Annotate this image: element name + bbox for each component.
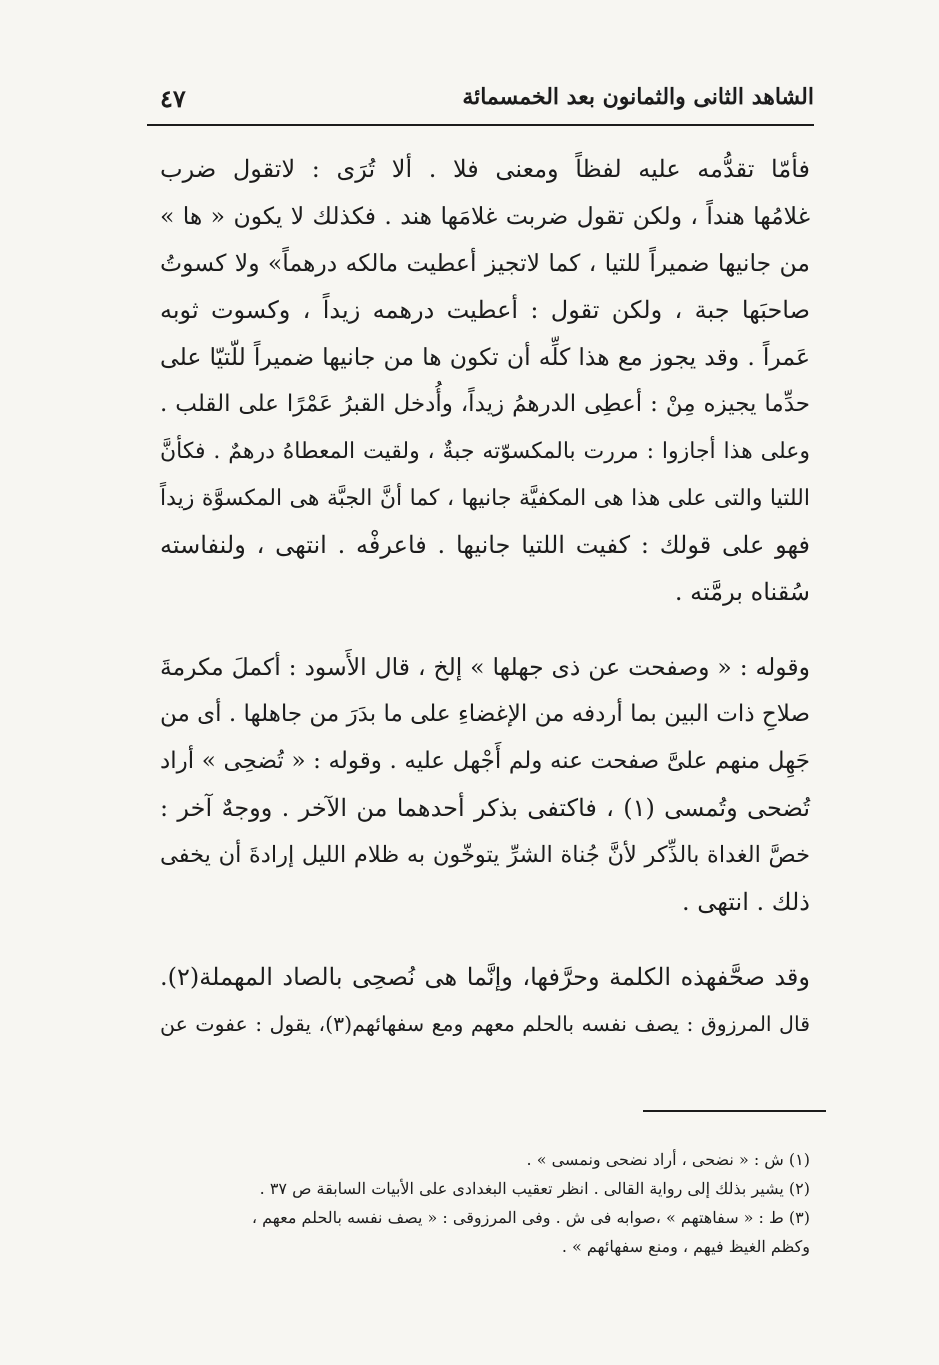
running-title: الشاهد الثانى والثمانون بعد الخمسمائة bbox=[462, 84, 814, 110]
paragraph-gap bbox=[160, 926, 810, 954]
text-line: من جانيها ضميراً للتيا ، كما لاتجيز أعطيت مالكه درهماً» ولا كسوتُ bbox=[160, 249, 810, 277]
text-line: وقوله : « وصفحت عن ذى جهلها » إلخ ، قال الأَسود : أكملَ مكرمةَ bbox=[160, 653, 810, 681]
text-line: تُضحى وتُمسى (١) ، فاكتفى بذكر أحدهما من الآخر . ووجهٌ آخر : bbox=[160, 794, 810, 822]
text-line: اللتيا والتى على هذا هى المكفيَّة جانيها ، كما أنَّ الجبَّة هى المكسوَّة زيداً bbox=[160, 486, 810, 511]
header-rule bbox=[147, 124, 814, 126]
text-line: فهو على قولك : كفيت اللتيا جانيها . فاعرفْه . انتهى ، ولنفاسته bbox=[160, 531, 810, 559]
text-line: خصَّ الغداة بالذِّكر لأنَّ جُناة الشرِّ يتوخّون به ظلام الليل إرادةَ أن يخفى bbox=[160, 842, 810, 868]
text-line: وعلى هذا أجازوا : مررت بالمكسوّته جبةٌ ، ولقيت المعطاهُ درهمٌ . فكأنَّ bbox=[160, 439, 810, 464]
footnote: (١) ش : « نضحى ، أراد نضحى ونمسى » . bbox=[526, 1150, 810, 1169]
page-number: ٤٧ bbox=[160, 84, 186, 113]
text-line: صلاحِ ذات البين بما أردفه من الإغضاءِ على ما بدَرَ من جاهلها . أى من bbox=[160, 701, 810, 727]
paragraph bbox=[160, 146, 810, 616]
paragraph bbox=[160, 954, 810, 1048]
footnotes bbox=[160, 1145, 810, 1261]
paragraph bbox=[160, 644, 810, 926]
text-line: عَمراً . وقد يجوز مع هذا كلِّه أن تكون ها من جانيها ضميراً للّتيّا على bbox=[160, 343, 810, 371]
main-text bbox=[160, 146, 810, 1048]
paragraph-gap bbox=[160, 616, 810, 644]
footnote: (٢) يشير بذلك إلى رواية القالى . انظر تعقيب البغدادى على الأبيات السابقة ص ٣٧ . bbox=[259, 1179, 810, 1198]
text-line: ذلك . انتهى . bbox=[681, 888, 810, 916]
text-line: صاحبَها جبة ، ولكن تقول : أعطيت درهمه زيداً ، وكسوت ثوبه bbox=[160, 296, 810, 324]
footnote: (٣) ط : « سفاهتهم » ،صوابه فى ش . وفى المرزوقى : « يصف نفسه بالحلم معهم ، bbox=[251, 1208, 810, 1227]
text-line: غلامُها هنداً ، ولكن تقول ضربت غلامَها هند . فكذلك لا يكون « ها » bbox=[160, 202, 810, 230]
text-line: جَهِل منهم علىَّ صفحت عنه ولم أَجْهل عليه . وقوله : « تُضحِى » أراد bbox=[160, 748, 810, 774]
text-line: وقد صحَّفهذه الكلمة وحرَّفها، وإنَّما هى نُصحِى بالصاد المهملة(٢). bbox=[160, 963, 810, 991]
text-line: سُقناه برمَّته . bbox=[674, 578, 810, 606]
running-header bbox=[150, 84, 814, 124]
text-line: قال المرزوق : يصف نفسه بالحلم معهم ومع سفهائهم(٣)، يقول : عفوت عن bbox=[160, 1012, 811, 1036]
footnote-continuation: وكظم الغيظ فيهم ، ومنع سفهائهم » . bbox=[561, 1237, 810, 1256]
text-line: حدِّما يجيزه مِنْ : أعطِى الدرهمُ زيداً، وأُدخل القبرُ عَمْرًا على القلب . bbox=[160, 391, 810, 417]
text-line: فأمّا تقدُّمه عليه لفظاً ومعنى فلا . ألا تُرَى : لاتقول ضرب bbox=[160, 155, 810, 183]
footnote-rule bbox=[643, 1110, 826, 1112]
